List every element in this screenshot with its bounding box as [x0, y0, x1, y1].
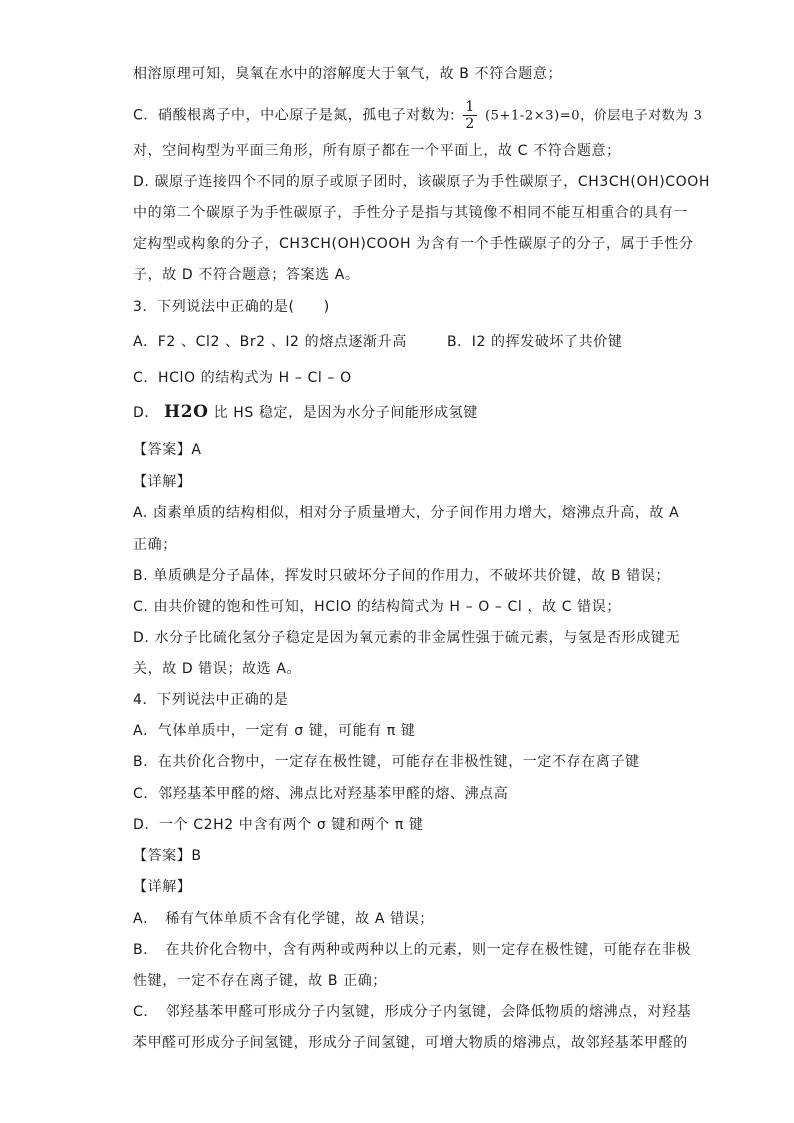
text-line: C. 由共价键的饱和性可知，HClO 的结构简式为 H – O – Cl ，故 C 错误； [133, 599, 621, 615]
fraction-denominator: 2 [465, 116, 475, 132]
fraction-numerator: 1 [465, 99, 475, 115]
answer-label: 【答案】B [133, 848, 202, 864]
question-4-option-d: D．一个 C2H2 中含有两个 σ 键和两个 π 键 [133, 817, 424, 833]
text-line: C． 邻羟基苯甲醛可形成分子内氢键，形成分子内氢键，会降低物质的熔沸点，对羟基 [133, 1004, 692, 1020]
answer-label: 【答案】A [133, 442, 202, 458]
option-a-text: A．F2 、Cl2 、Br2 、I2 的熔点逐渐升高 [133, 334, 407, 350]
text-line: D. 碳原子连接四个不同的原子或原子团时，该碳原子为手性碳原子，CH3CH(OH)COOH [133, 174, 711, 190]
question-3-option-c: C．HClO 的结构式为 H – Cl – O [133, 370, 352, 386]
text-line: 苯甲醛可形成分子间氢键，形成分子间氢键，可增大物质的熔沸点，故邻羟基苯甲醛的 [133, 1035, 688, 1051]
text-line: 正确； [133, 537, 177, 553]
question-3-option-a [133, 332, 622, 352]
text-line: 关，故 D 错误；故选 A。 [133, 661, 302, 677]
option-d-label: D． [133, 405, 159, 421]
formula-text: (5+1-2×3)=0，价层电子对数为 3 [484, 108, 703, 124]
question-4-option-c: C．邻羟基苯甲醛的熔、沸点比对羟基苯甲醛的熔、沸点高 [133, 786, 509, 802]
option-c-line [133, 99, 703, 132]
text-line: B． 在共价化合物中，含有两种或两种以上的元素，则一定存在极性键，可能存在非极 [133, 942, 692, 958]
question-3-option-d [133, 402, 478, 423]
fraction-one-half [463, 99, 477, 132]
text-line: A. 卤素单质的结构相似，相对分子质量增大，分子间作用力增大，熔沸点升高，故 A [133, 505, 680, 521]
text-line: A． 稀有气体单质不含有化学键，故 A 错误； [133, 911, 434, 927]
question-4-option-a: A．气体单质中，一定有 σ 键，可能有 π 键 [133, 723, 416, 739]
text-line: 性键，一定不存在离子键，故 B 正确； [133, 973, 387, 989]
option-b-text: B．I2 的挥发破坏了共价键 [446, 334, 623, 350]
question-4-stem: 4．下列说法中正确的是 [133, 692, 289, 708]
text-line: 相溶原理可知，臭氧在水中的溶解度大于氧气，故 B 不符合题意； [133, 66, 563, 82]
text-line: 子，故 D 不符合题意；答案选 A。 [133, 267, 360, 283]
h2o-formula: H2O [164, 402, 209, 422]
text-line: 对，空间构型为平面三角形，所有原子都在一个平面上，故 C 不符合题意； [133, 143, 621, 159]
text-line: B. 单质碘是分子晶体，挥发时只破坏分子间的作用力，不破坏共价键，故 B 错误； [133, 568, 671, 584]
question-4-option-b: B．在共价化合物中，一定存在极性键，可能存在非极性键，一定不存在离子键 [133, 754, 640, 770]
text-line: 定构型或构象的分子，CH3CH(OH)COOH 为含有一个手性碳原子的分子，属于手性分 [133, 236, 694, 252]
text-line: 中的第二个碳原子为手性碳原子，手性分子是指与其镜像不相同不能互相重合的具有一 [133, 205, 688, 221]
explanation-label: 【详解】 [133, 879, 192, 895]
question-3-stem: 3．下列说法中正确的是( ) [133, 299, 330, 315]
text-line: D. 水分子比硫化氢分子稳定是因为氧元素的非金属性强于硫元素，与氢是否形成键无 [133, 630, 681, 646]
option-d-text: 比 HS 稳定，是因为水分子间能形成氢键 [213, 405, 478, 421]
explanation-label: 【详解】 [133, 474, 192, 490]
option-c-text: C．硝酸根离子中，中心原子是氮，孤电子对数为: [133, 107, 456, 124]
